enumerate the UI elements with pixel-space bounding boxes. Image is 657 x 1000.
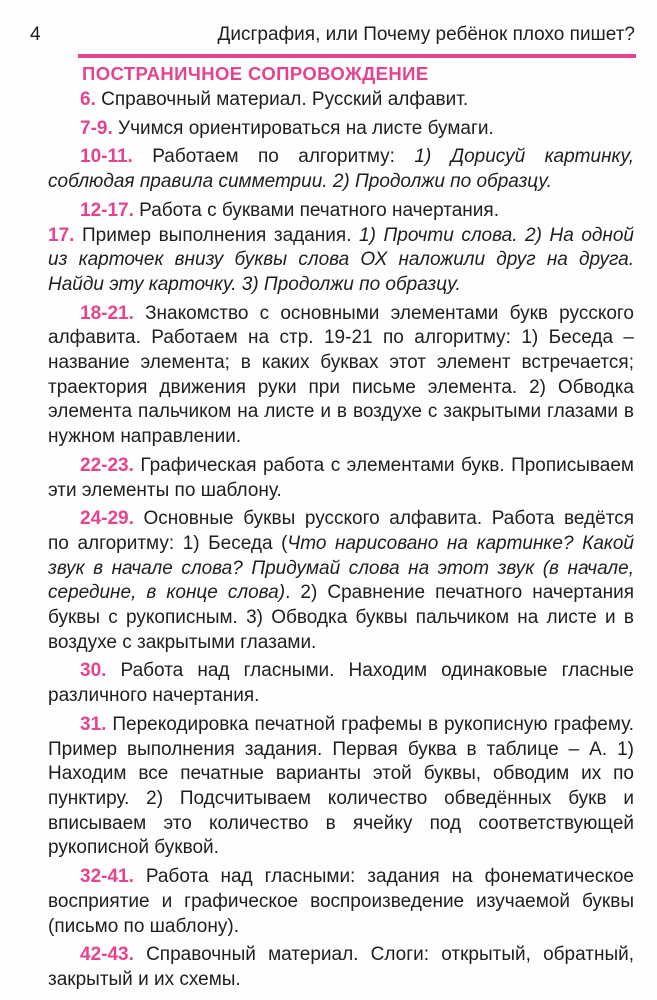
entry-12-17 — [48, 199, 634, 224]
page-ref: 10-11. — [80, 146, 133, 168]
entry-31 — [48, 713, 634, 861]
page-ref: 6. — [80, 89, 96, 110]
entry-text: Работа с буквами печатного начертания. — [133, 199, 499, 221]
entry-22-23 — [48, 454, 634, 503]
entry-text: Знакомство с основными элементами букв русского алфавита. Работаем на стр. 19-21 по алгоритму: 1) Беседа – название элемента; в каких буквах этот элемент встречается; траектория движения руки при письме элемента. 2) Обводка элемента пальчиком на листе и в воздухе с закрытыми глазами в нужном направлении. — [48, 302, 634, 448]
running-title: Дисграфия, или Почему ребёнок плохо пишет? — [217, 24, 635, 45]
entry-text: Пример выполнения задания. — [74, 224, 360, 246]
entry-text: Работаем по алгоритму: — [132, 146, 415, 168]
entry-text-continued: . 2) Сравнение печатного начертания буквы с рукописным. 3) Обводка буквы пальчиком на листе и в воздухе с закрытыми глазами. — [48, 582, 634, 653]
section-title: ПОСТРАНИЧНОЕ СОПРОВОЖДЕНИЕ — [82, 63, 429, 84]
page-header — [30, 22, 635, 52]
page-ref: 32-41. — [80, 866, 134, 888]
page-ref: 12-17. — [80, 199, 134, 221]
entry-17 — [48, 224, 634, 298]
entry-10-11 — [48, 145, 634, 194]
entry-italic-text: 1) Дорисуй картинку, соблюдая правила симметрии. 2) Продолжи по образцу. — [48, 146, 634, 193]
page-number: 4 — [30, 24, 41, 45]
entry-text: Учимся ориентироваться на листе бумаги. — [112, 117, 494, 139]
entry-text: Основные буквы русского алфавита. Работа ведётся по алгоритму: 1) Беседа ( — [48, 508, 634, 554]
page-ref: 18-21. — [80, 302, 134, 324]
entry-text: Работа над гласными: задания на фонематическое восприятие и графическое воспроизведение изучаемой буквы (письмо по шаблону). — [48, 866, 634, 937]
header-rule — [78, 54, 636, 58]
page-ref: 31. — [80, 713, 107, 735]
entry-italic-text: 1) Прочти слова. 2) На одной из карточек внизу буквы слова ОХ наложили друг на друга. Найди эту карточку. 3) Продолжи по образцу. — [48, 224, 634, 295]
page-ref: 42-43. — [80, 944, 134, 966]
page-ref: 22-23. — [80, 454, 134, 476]
entry-7-9 — [48, 117, 634, 142]
entry-text: Справочный материал. Русский алфавит. — [95, 89, 469, 110]
page-ref: 7-9. — [80, 117, 113, 139]
entry-text: Справочный материал. Слоги: открытый, обратный, закрытый и их схемы. — [48, 944, 634, 990]
entry-6 — [48, 88, 634, 113]
entry-18-21 — [48, 302, 634, 450]
entry-text: Перекодировка печатной графемы в рукописную графему. Пример выполнения задания. Первая буква в таблице – А. 1) Находим все печатные варианты этой буквы, обводим их по пунктиру. 2) Подсчитываем количество обведённых букв и вписываем это количество в ячейку под соответствующей рукописной буквой. — [48, 713, 634, 859]
page-ref: 17. — [48, 224, 75, 246]
entry-italic-text: Что нарисовано на картинке? Какой звук в начале слова? Придумай слова на этот звук (в начале, середине, в конце слова) — [48, 532, 634, 604]
entry-24-29 — [48, 507, 634, 655]
entry-30 — [48, 659, 634, 708]
entry-text: Работа над гласными. Находим одинаковые гласные различного начертания. — [48, 660, 634, 707]
page-ref: 30. — [80, 660, 107, 682]
entry-text: Графическая работа с элементами букв. Прописываем эти элементы по шаблону. — [48, 454, 634, 501]
entry-42-43 — [48, 943, 634, 992]
entry-32-41 — [48, 865, 634, 939]
page-content — [48, 88, 634, 997]
page-ref: 24-29. — [80, 508, 134, 530]
